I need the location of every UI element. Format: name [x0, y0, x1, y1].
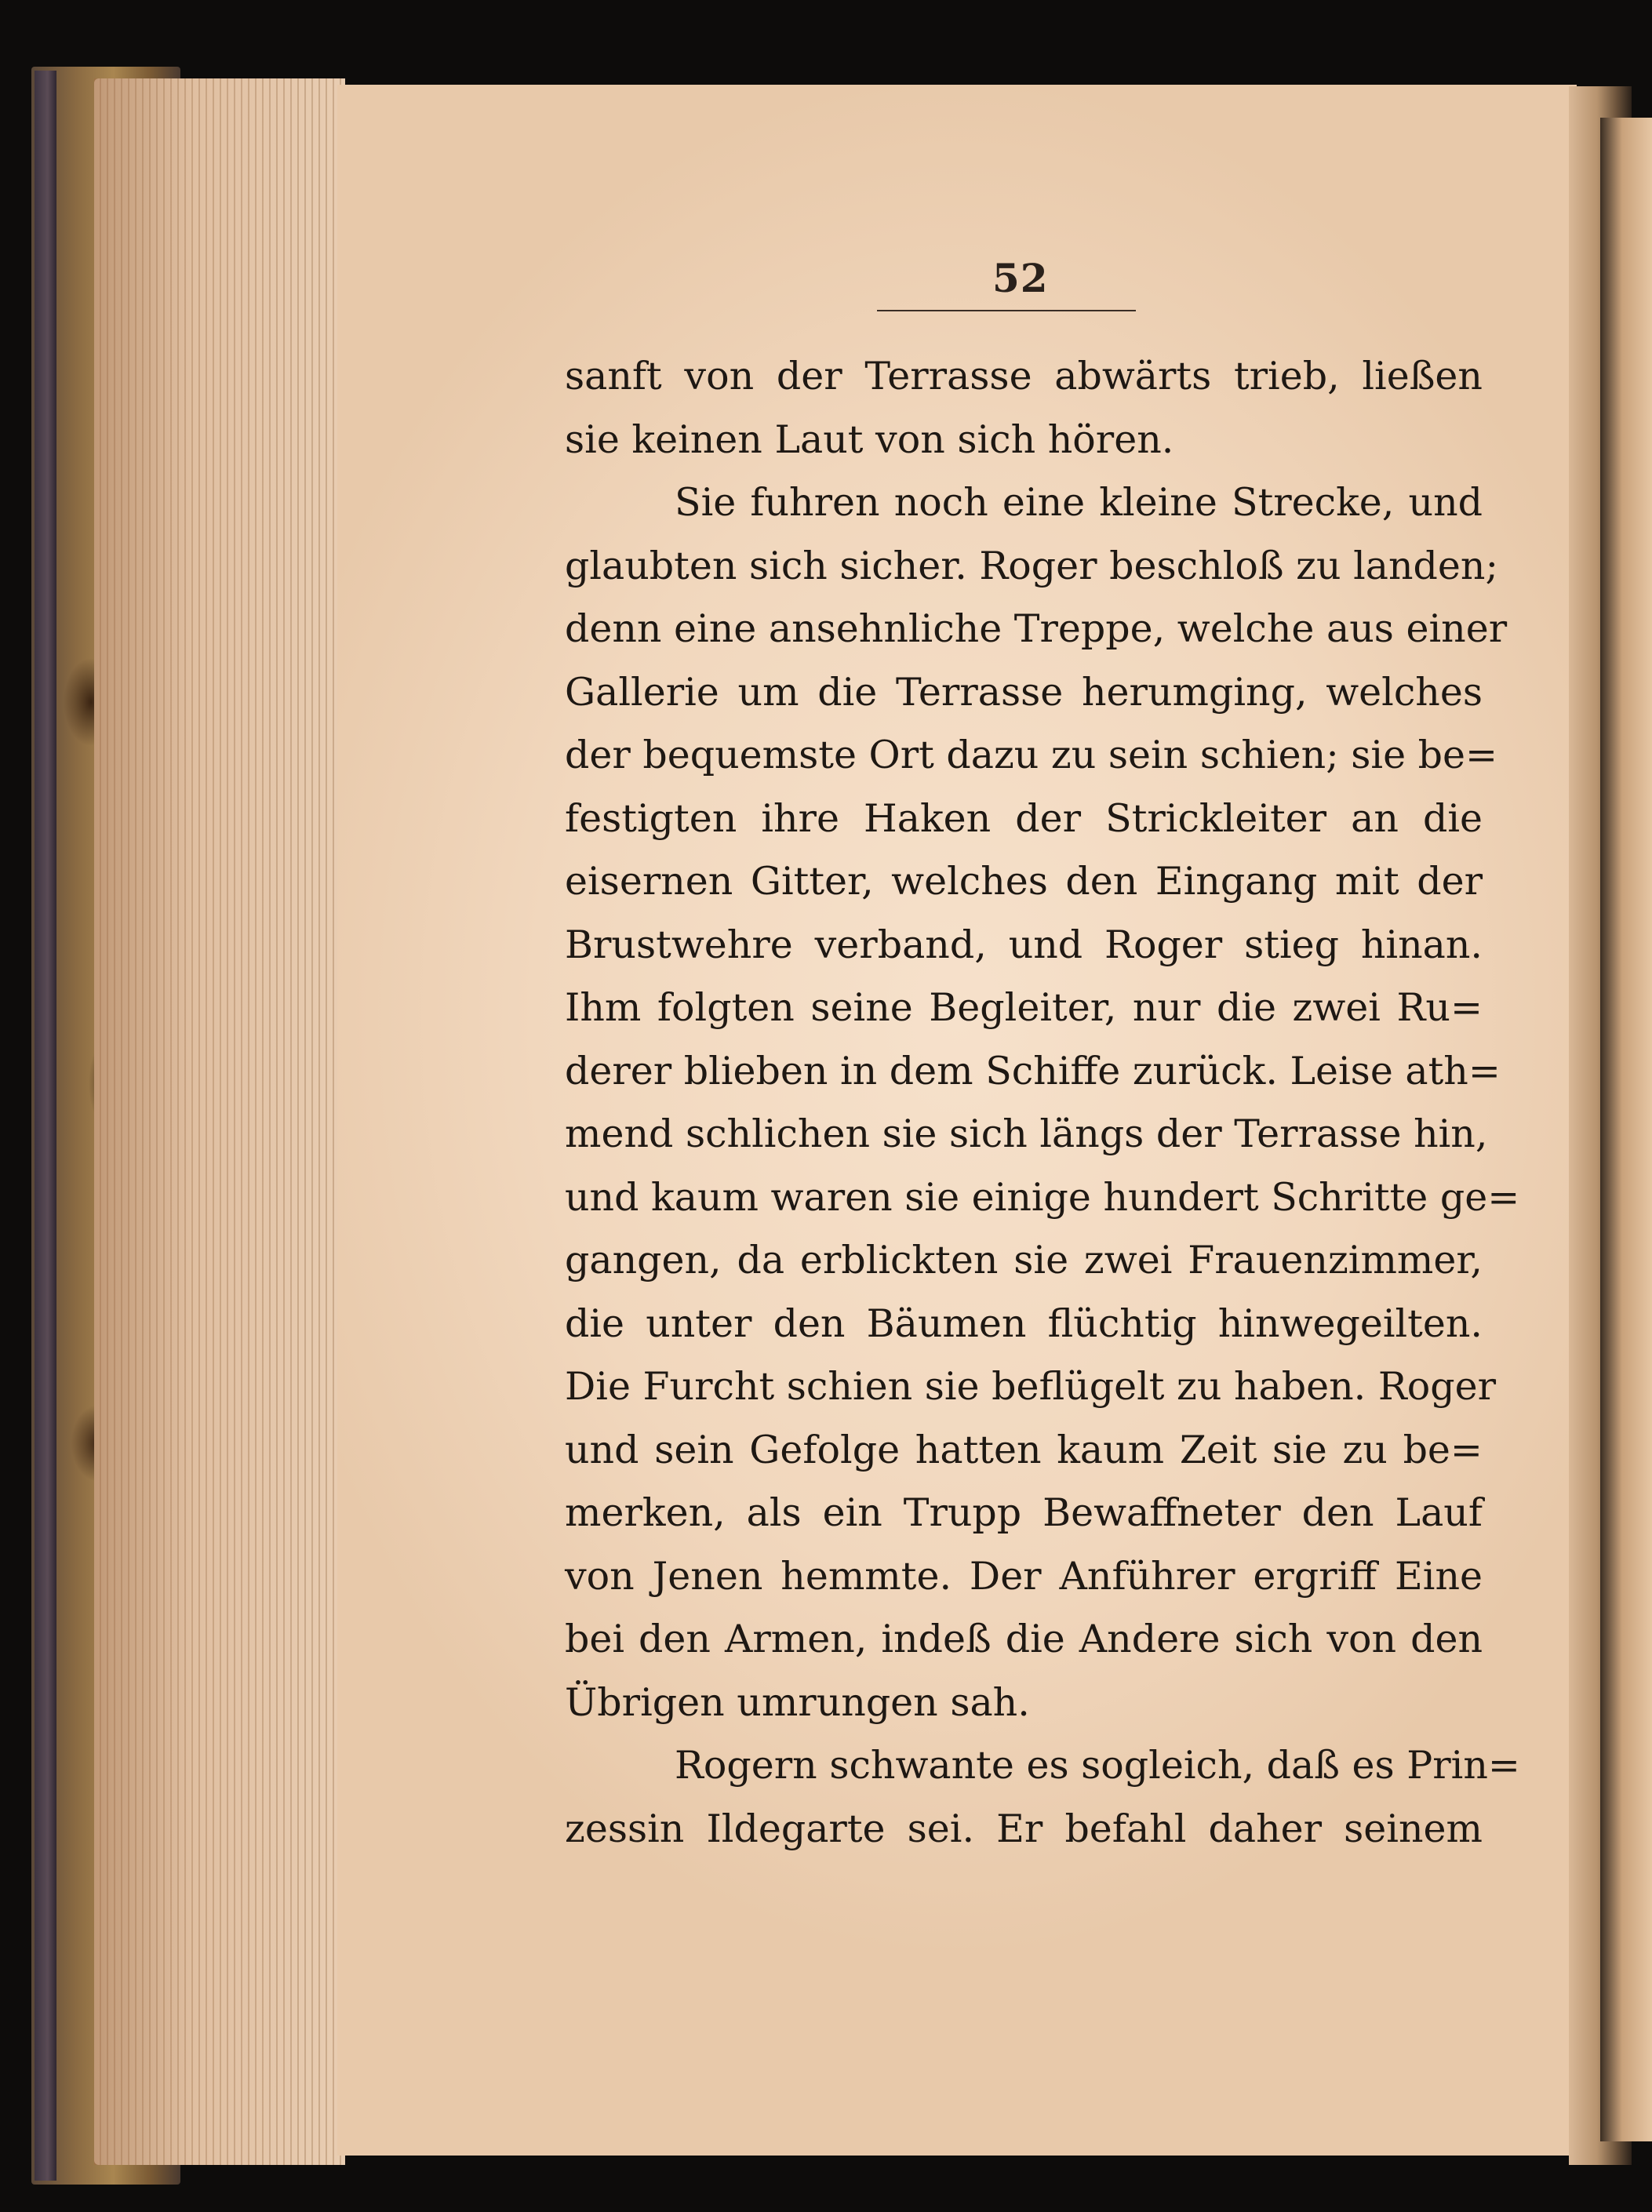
text-line: von Jenen hemmte. Der Anführer ergriff Eine	[565, 1553, 1483, 1599]
text-line: Ihm folgten seine Begleiter, nur die zwei Ru=	[565, 985, 1483, 1030]
text-line: Die Furcht schien sie beflügelt zu haben. Roger	[565, 1364, 1497, 1409]
body-text	[565, 345, 1520, 1861]
text-line: bei den Armen, indeß die Andere sich von den	[565, 1617, 1483, 1661]
text-line: Übrigen umrungen sah.	[565, 1679, 1030, 1725]
text-line: Sie fuhren noch eine kleine Strecke, und	[675, 480, 1483, 525]
text-line: Brustwehre verband, und Roger stieg hinan.	[565, 922, 1483, 967]
text-line: Rogern schwante es sogleich, daß es Prin=	[675, 1743, 1520, 1788]
text-line: eisernen Gitter, welches den Eingang mit der	[565, 859, 1483, 904]
book-cover-edge	[35, 71, 56, 2181]
text-line: denn eine ansehnliche Treppe, welche aus einer	[565, 606, 1508, 651]
text-line: der bequemste Ort dazu zu sein schien; sie be=	[565, 733, 1498, 777]
page-edges-shadow	[94, 78, 345, 2165]
facing-page-edge	[1600, 118, 1652, 2141]
text-line: sie keinen Laut von sich hören.	[565, 417, 1174, 462]
page-number: 52	[992, 255, 1049, 301]
text-line: und sein Gefolge hatten kaum Zeit sie zu be=	[565, 1427, 1483, 1472]
text-line: mend schlichen sie sich längs der Terrasse hin,	[565, 1111, 1488, 1156]
text-line: glaubten sich sicher. Roger beschloß zu landen;	[565, 543, 1498, 588]
text-line: und kaum waren sie einige hundert Schritte ge=	[565, 1174, 1520, 1220]
text-line: merken, als ein Trupp Bewaffneter den Lauf	[565, 1490, 1483, 1535]
text-line: festigten ihre Haken der Strickleiter an die	[565, 795, 1483, 841]
text-line: derer blieben in dem Schiffe zurück. Leise ath=	[565, 1048, 1501, 1093]
text-line: zessin Ildegarte sei. Er befahl daher seinem	[565, 1806, 1483, 1851]
text-line: sanft von der Terrasse abwärts trieb, ließen	[565, 354, 1483, 398]
header-rule	[877, 310, 1136, 311]
text-line: die unter den Bäumen flüchtig hinwegeilten.	[565, 1301, 1483, 1346]
text-line: Gallerie um die Terrasse herumging, welches	[565, 669, 1483, 715]
text-line: gangen, da erblickten sie zwei Frauenzimmer,	[565, 1238, 1483, 1282]
